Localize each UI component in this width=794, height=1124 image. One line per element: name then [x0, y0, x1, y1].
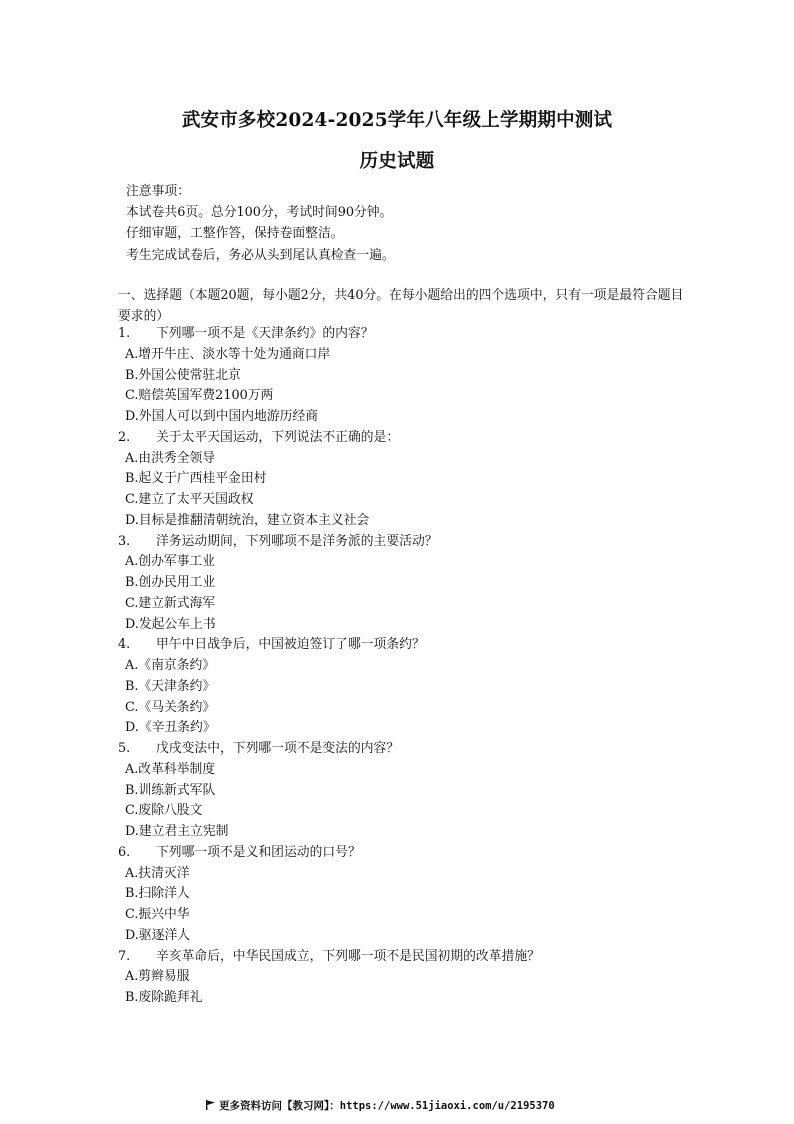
exam-subtitle: 历史试题 [359, 151, 435, 172]
question-number: 3. [118, 533, 131, 549]
footer [206, 1098, 555, 1113]
question-stem: 辛亥革命后，中华民国成立，下列哪一项不是民国初期的改革措施？ [156, 948, 540, 964]
question-stem: 下列哪一项不是义和团运动的口号？ [156, 844, 361, 860]
exam-title: 武安市多校2024-2025学年八年级上学期期中测试 [181, 110, 613, 131]
question-number: 5. [118, 741, 131, 756]
option-c: C.建立新式海军 [125, 595, 216, 611]
question-4 [118, 635, 540, 739]
option-a: A.扶清灭洋 [125, 865, 190, 881]
option-a: A.剪辫易服 [125, 969, 190, 985]
notes-heading: 注意事项： [126, 184, 190, 199]
question-number: 6. [118, 844, 131, 860]
question-5 [118, 739, 540, 843]
notes-item: 考生完成试卷后，务必从头到尾认真检查一遍。 [126, 247, 395, 263]
option-d: D.驱逐洋人 [125, 927, 191, 943]
question-number: 2. [118, 429, 131, 445]
option-c: C.振兴中华 [125, 907, 190, 922]
option-a: A.改革科举制度 [125, 761, 216, 777]
question-7 [118, 947, 540, 1009]
option-a: A.增开牛庄、淡水等十处为通商口岸 [125, 346, 331, 362]
question-stem: 关于太平天国运动，下列说法不正确的是： [156, 429, 400, 445]
question-6 [118, 843, 540, 947]
option-c: C.建立了太平天国政权 [125, 492, 254, 507]
question-stem: 下列哪一项不是《天津条约》的内容？ [156, 326, 374, 341]
question-list [118, 324, 540, 1009]
option-a: A.《南京条约》 [125, 658, 216, 673]
question-number: 7. [118, 948, 131, 964]
option-b: B.扫除洋人 [125, 886, 190, 902]
question-1 [118, 324, 540, 428]
footer-link-text[interactable]: 更多资料访问【教习网】：https://www.51jiaoxi.com/u/2195370 [219, 1100, 555, 1112]
question-stem: 戊戌变法中，下列哪一项不是变法的内容？ [156, 741, 400, 756]
option-d: D.目标是推翻清朝统治，建立资本主义社会 [125, 512, 370, 528]
option-b: B.《天津条约》 [125, 678, 216, 694]
option-c: C.赔偿英国军费2100万两 [125, 388, 274, 404]
option-d: D.外国人可以到中国内地游历经商 [125, 409, 319, 424]
option-a: A.创办军事工业 [125, 554, 216, 570]
option-c: C.《马关条约》 [125, 699, 216, 715]
flag-icon [206, 1100, 215, 1110]
option-b: B.废除跪拜礼 [125, 990, 203, 1005]
question-number: 1. [118, 326, 131, 341]
option-d: D.建立君主立宪制 [125, 824, 229, 839]
question-number: 4. [118, 637, 131, 653]
notes-block [126, 181, 395, 266]
option-c: C.废除八股文 [125, 803, 203, 819]
notes-item: 本试卷共6页。总分100分，考试时间90分钟。 [126, 205, 393, 221]
option-b: B.外国公使常驻北京 [125, 367, 241, 383]
section-heading: 一、选择题（本题20题，每小题2分，共40分。在每小题给出的四个选项中，只有一项是最符合题目要求的） [118, 288, 684, 324]
option-d: D.发起公车上书 [125, 616, 216, 632]
question-2 [118, 428, 540, 532]
question-stem: 甲午中日战争后，中国被迫签订了哪一项条约？ [156, 637, 425, 653]
option-b: B.起义于广西桂平金田村 [125, 471, 267, 487]
option-d: D.《辛丑条约》 [125, 720, 216, 736]
notes-item: 仔细审题，工整作答，保持卷面整洁。 [126, 226, 344, 242]
question-stem: 洋务运动期间，下列哪项不是洋务派的主要活动？ [156, 533, 438, 549]
option-b: B.创办民用工业 [125, 575, 216, 590]
option-b: B.训练新式军队 [125, 782, 216, 798]
question-3 [118, 532, 540, 636]
option-a: A.由洪秀全领导 [125, 450, 216, 466]
